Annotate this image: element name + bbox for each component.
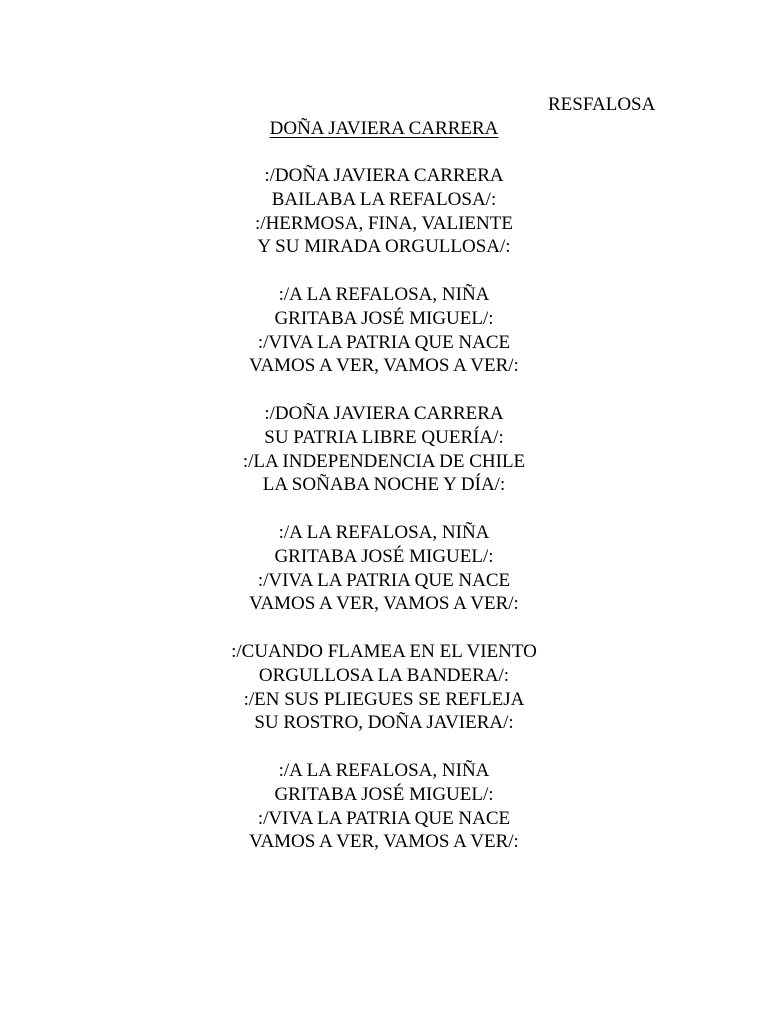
verse-line: :/VIVA LA PATRIA QUE NACE (257, 569, 511, 591)
verse-line: :/A LA REFALOSA, NIÑA (278, 759, 490, 781)
verse-line: ORGULLOSA LA BANDERA/: (258, 664, 510, 686)
verse-line: :/A LA REFALOSA, NIÑA (278, 521, 490, 543)
stanza (0, 283, 768, 378)
verse-line: :/VIVA LA PATRIA QUE NACE (257, 807, 511, 829)
verse-line: :/A LA REFALOSA, NIÑA (278, 283, 490, 305)
verse-line: SU PATRIA LIBRE QUERÍA/: (264, 426, 504, 448)
verse-line: VAMOS A VER, VAMOS A VER/: (249, 593, 519, 615)
verse-line: Y SU MIRADA ORGULLOSA/: (257, 236, 511, 258)
verse-line: :/VIVA LA PATRIA QUE NACE (257, 331, 511, 353)
verse-line: BAILABA LA REFALOSA/: (271, 188, 497, 210)
verse-line: :/HERMOSA, FINA, VALIENTE (255, 212, 513, 234)
lyrics-body (0, 164, 768, 878)
verse-line: :/EN SUS PLIEGUES SE REFLEJA (243, 688, 525, 710)
verse-line: GRITABA JOSÉ MIGUEL/: (274, 783, 494, 805)
verse-line: :/LA INDEPENDENCIA DE CHILE (242, 450, 526, 472)
verse-line: :/DOÑA JAVIERA CARRERA (264, 402, 504, 424)
genre-label: RESFALOSA (548, 94, 656, 115)
stanza (0, 640, 768, 735)
stanza (0, 521, 768, 616)
verse-line: :/DOÑA JAVIERA CARRERA (264, 165, 504, 186)
verse-line: :/CUANDO FLAMEA EN EL VIENTO (231, 640, 537, 662)
verse-line: GRITABA JOSÉ MIGUEL/: (274, 307, 494, 329)
stanza (0, 759, 768, 854)
verse-line: VAMOS A VER, VAMOS A VER/: (249, 831, 519, 853)
stanza (0, 402, 768, 497)
verse-line: VAMOS A VER, VAMOS A VER/: (249, 355, 519, 377)
stanza (0, 164, 768, 259)
verse-line: SU ROSTRO, DOÑA JAVIERA/: (254, 712, 514, 734)
verse-line: GRITABA JOSÉ MIGUEL/: (274, 545, 494, 567)
song-title: DOÑA JAVIERA CARRERA (269, 118, 499, 139)
verse-line: LA SOÑABA NOCHE Y DÍA/: (262, 474, 506, 496)
